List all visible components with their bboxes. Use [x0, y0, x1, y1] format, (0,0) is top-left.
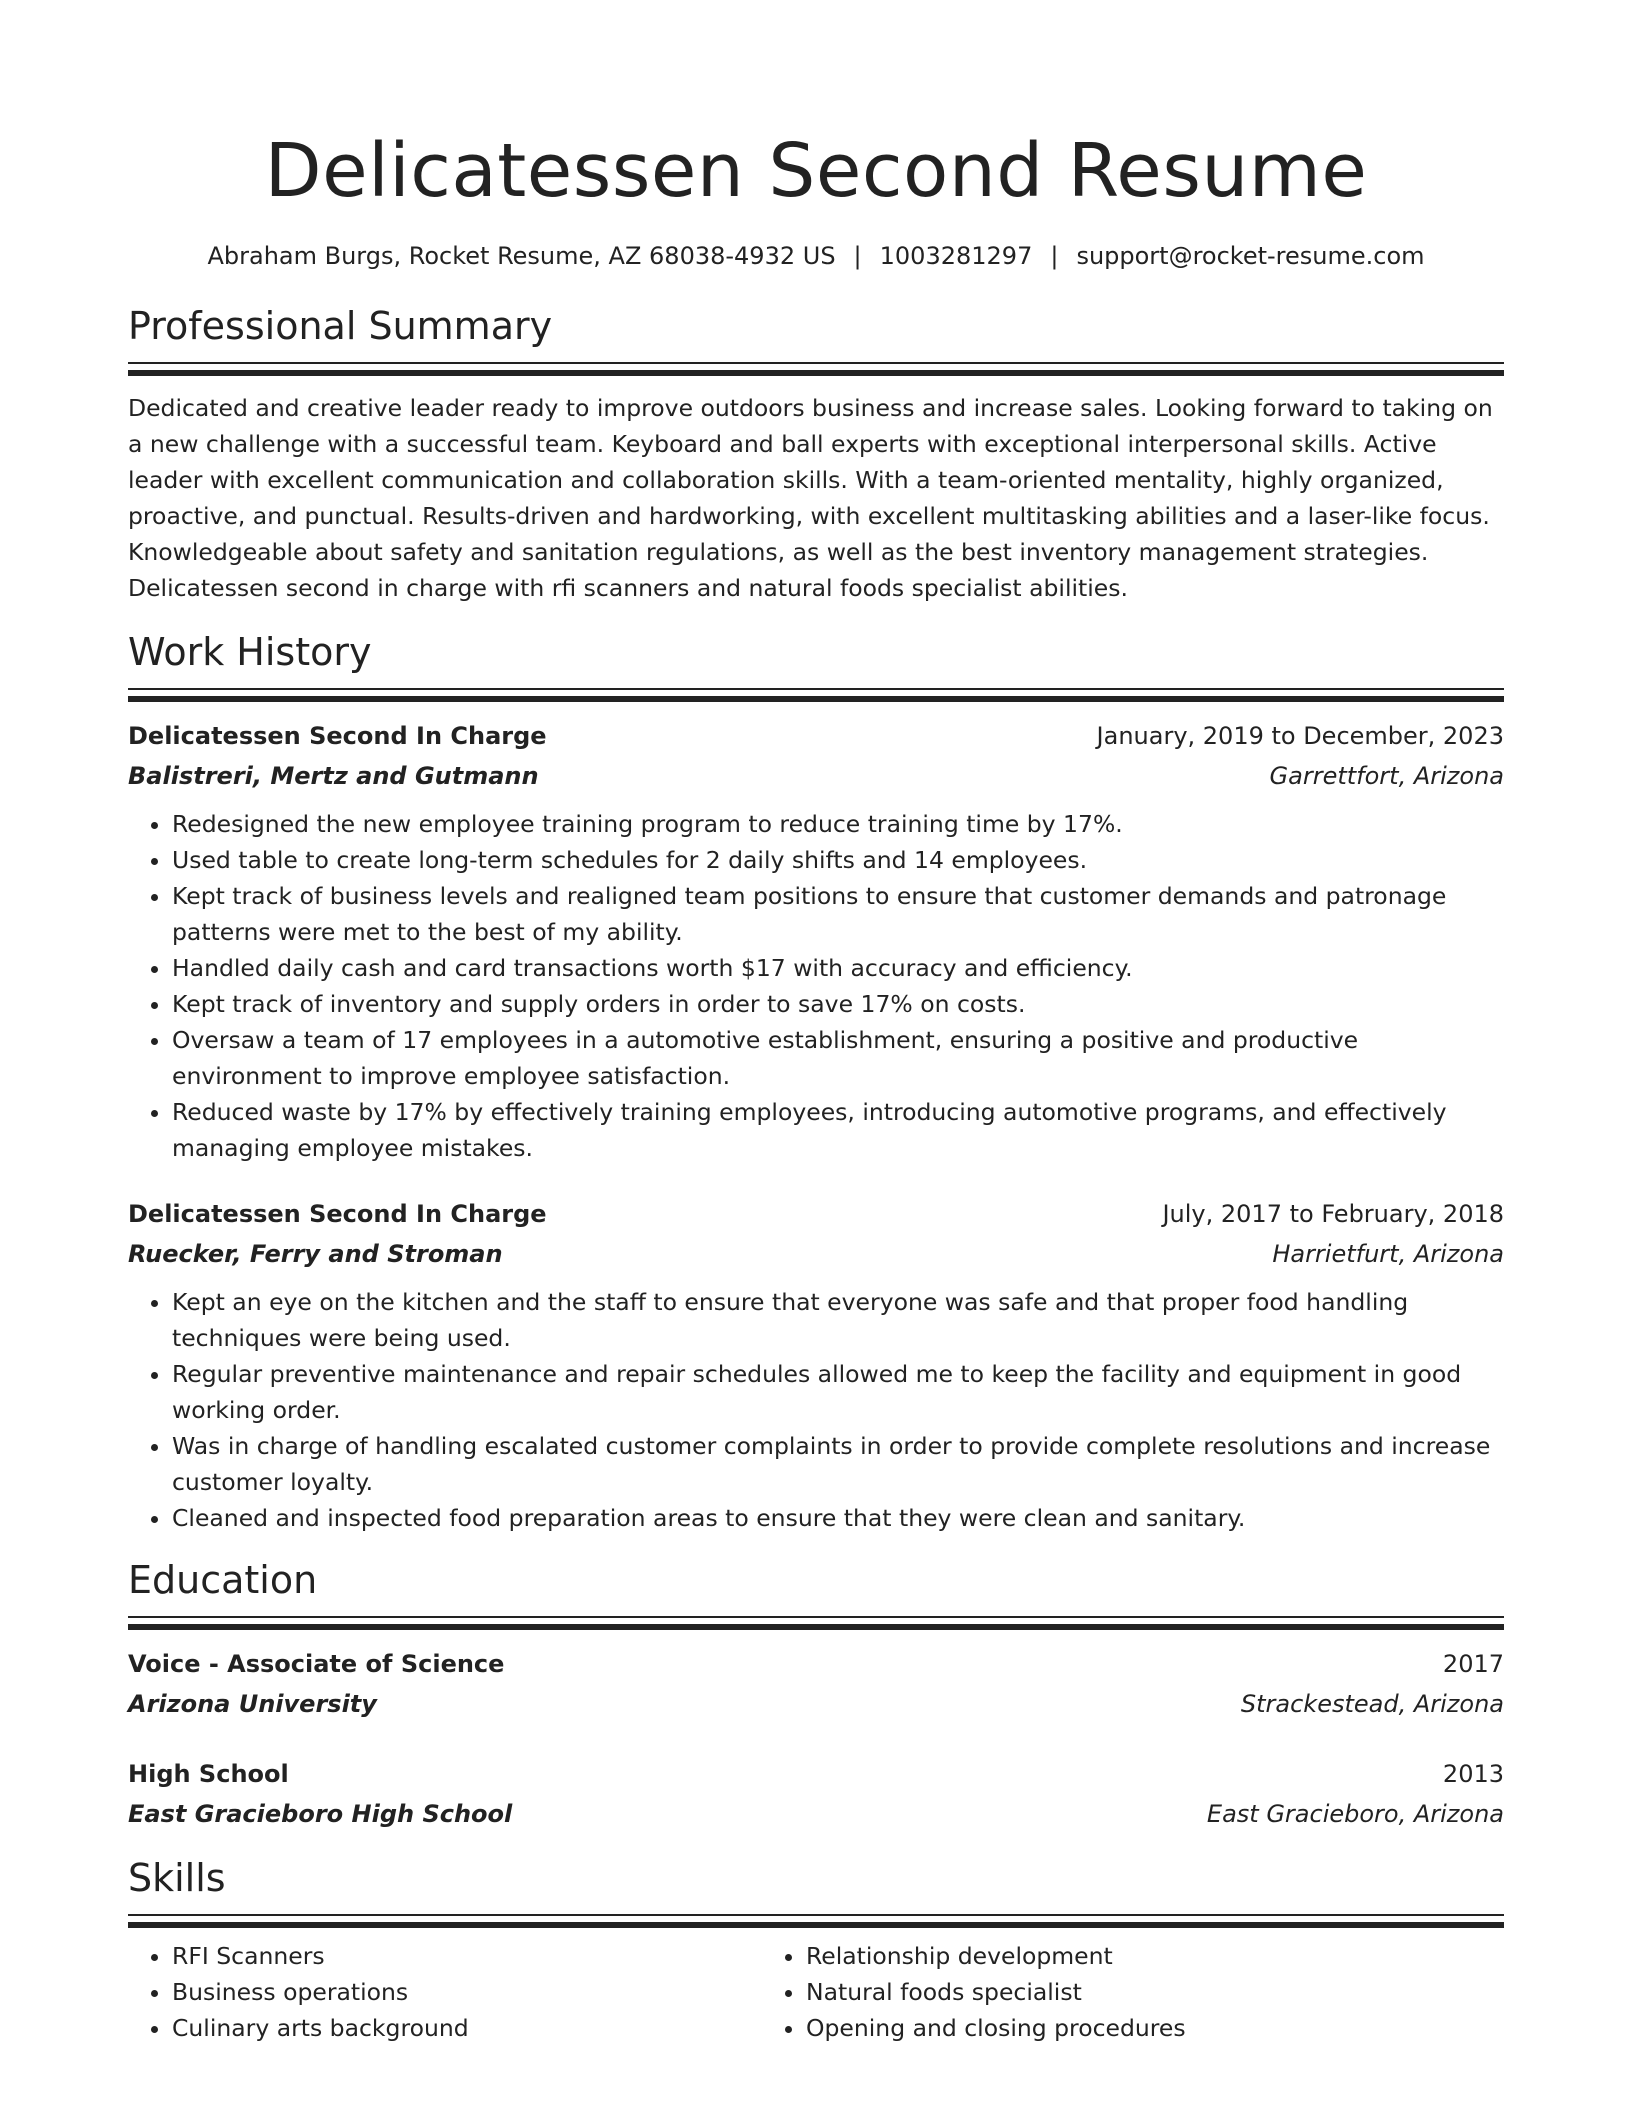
section-divider-thick [128, 1922, 1504, 1928]
section-title-education: Education [128, 1558, 318, 1602]
skill-item: • Relationship development [806, 1938, 1396, 1974]
contact-separator: | [1050, 242, 1059, 270]
education-entry [128, 1644, 1504, 1724]
education-year: 2017 [1442, 1650, 1504, 1678]
list-item: • Regular preventive maintenance and repair schedules allowed me to keep the facility and equipment in good working order. [172, 1356, 1504, 1428]
list-item: • Kept an eye on the kitchen and the staff to ensure that everyone was safe and that proper food handling techniques were being used. [172, 1284, 1504, 1356]
education-year: 2013 [1442, 1760, 1504, 1788]
section-divider [128, 1914, 1504, 1916]
contact-separator: | [853, 242, 862, 270]
education-school: East Gracieboro High School [128, 1800, 513, 1828]
education-location: Strackestead, Arizona [1240, 1690, 1504, 1718]
education-degree: Voice - Associate of Science [128, 1650, 505, 1678]
list-item: • Was in charge of handling escalated customer complaints in order to provide complete resolutions and increase customer loyalty. [172, 1428, 1504, 1500]
skills-list-left [128, 1938, 762, 2046]
skill-item: • Opening and closing procedures [806, 2010, 1396, 2046]
job-entry [128, 716, 1504, 1166]
section-divider-thick [128, 1624, 1504, 1630]
skill-item: • Culinary arts background [172, 2010, 762, 2046]
job-title: Delicatessen Second In Charge [128, 1200, 547, 1228]
work-history-section [128, 626, 1504, 1536]
contact-address: Abraham Burgs, Rocket Resume, AZ 68038-4932 US [207, 242, 836, 270]
list-item: • Redesigned the new employee training program to reduce training time by 17%. [172, 806, 1504, 842]
job-location: Garrettfort, Arizona [1269, 762, 1504, 790]
section-divider [128, 362, 1504, 364]
education-degree: High School [128, 1760, 289, 1788]
skills-list-right [762, 1938, 1396, 2046]
summary-text: Dedicated and creative leader ready to improve outdoors business and increase sales. Looking forward to taking on a new challenge with a successful team. Keyboard and ball experts with exceptional interpersonal skills. Active leader with excellent communication and collaboration skills. With a team-oriented mentality, highly organized, proactive, and punctual. Results-driven and hardworking, with excellent multitasking abilities and a laser-like focus. Knowledgeable about safety and sanitation regulations, as well as the best inventory management strategies. Delicatessen second in charge with rfi scanners and natural foods specialist abilities. [128, 394, 1493, 602]
skills-section [128, 1852, 1504, 2046]
contact-line [128, 238, 1504, 274]
section-divider-thick [128, 370, 1504, 376]
job-dates: July, 2017 to February, 2018 [1162, 1200, 1504, 1228]
job-company: Balistreri, Mertz and Gutmann [128, 762, 539, 790]
job-title: Delicatessen Second In Charge [128, 722, 547, 750]
job-location: Harrietfurt, Arizona [1272, 1240, 1504, 1268]
section-divider [128, 688, 1504, 690]
education-section [128, 1554, 1504, 1834]
skill-item: • Natural foods specialist [806, 1974, 1396, 2010]
summary-section [128, 300, 1504, 606]
section-divider [128, 1616, 1504, 1618]
resume-title: Delicatessen Second Resume [264, 128, 1368, 214]
skills-columns [128, 1938, 1504, 2046]
skill-item: • Business operations [172, 1974, 762, 2010]
contact-email: support@rocket-resume.com [1076, 242, 1425, 270]
job-bullets [128, 1284, 1504, 1536]
list-item: • Used table to create long-term schedules for 2 daily shifts and 14 employees. [172, 842, 1504, 878]
education-location: East Gracieboro, Arizona [1206, 1800, 1504, 1828]
section-title-summary: Professional Summary [128, 304, 553, 348]
job-dates: January, 2019 to December, 2023 [1096, 722, 1504, 750]
education-entry [128, 1754, 1504, 1834]
section-divider-thick [128, 696, 1504, 702]
job-company: Ruecker, Ferry and Stroman [128, 1240, 503, 1268]
list-item: • Handled daily cash and card transactions worth $17 with accuracy and efficiency. [172, 950, 1504, 986]
section-title-work-history: Work History [128, 630, 372, 674]
education-school: Arizona University [128, 1690, 377, 1718]
list-item: • Kept track of inventory and supply orders in order to save 17% on costs. [172, 986, 1504, 1022]
list-item: • Oversaw a team of 17 employees in a automotive establishment, ensuring a positive and productive environment to improve employee satisfaction. [172, 1022, 1504, 1094]
job-entry [128, 1194, 1504, 1536]
section-title-skills: Skills [128, 1856, 226, 1900]
contact-phone: 1003281297 [879, 242, 1033, 270]
job-bullets [128, 806, 1504, 1166]
list-item: • Kept track of business levels and realigned team positions to ensure that customer demands and patronage patterns were met to the best of my ability. [172, 878, 1504, 950]
list-item: • Reduced waste by 17% by effectively training employees, introducing automotive programs, and effectively managing employee mistakes. [172, 1094, 1504, 1166]
list-item: • Cleaned and inspected food preparation areas to ensure that they were clean and sanitary. [172, 1500, 1504, 1536]
skill-item: • RFI Scanners [172, 1938, 762, 1974]
